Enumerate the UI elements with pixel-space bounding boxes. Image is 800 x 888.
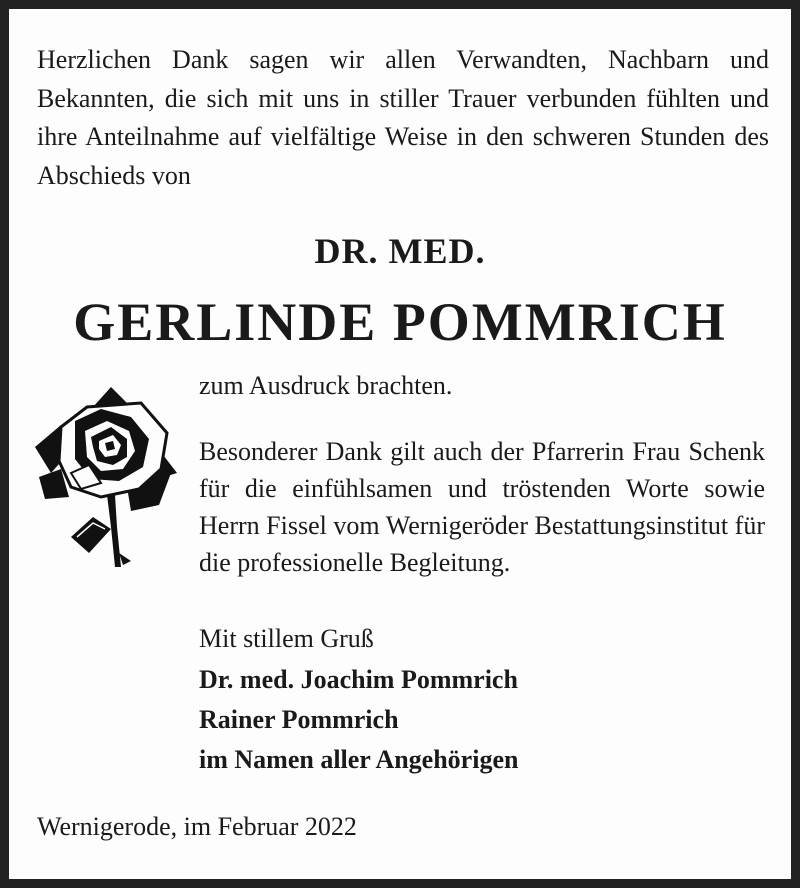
signature-3: im Namen aller Angehörigen [199, 745, 519, 774]
deceased-title: DR. MED. [314, 231, 486, 271]
expression-text: zum Ausdruck brachten. [199, 371, 453, 400]
place-date: Wernigerode, im Februar 2022 [37, 812, 357, 841]
obituary-notice [9, 9, 791, 879]
special-thanks-text: Besonderer Dank gilt auch der Pfarrerin Frau Schenk für die einfühlsamen und tröstenden Worte sowie Herrn Fissel vom Wernigeröder Bestattungsinstitut für die professionelle Begleitung. [199, 437, 765, 577]
rose-icon [31, 377, 177, 573]
greeting-text: Mit stillem Gruß [199, 624, 374, 653]
intro-text: Herzlichen Dank sagen wir allen Verwandten, Nachbarn und Bekannten, die sich mit uns in stiller Trauer verbunden fühlten und ihre Anteilnahme auf vielfältige Weise in den schweren Stunden des Abschieds von [37, 45, 769, 190]
deceased-name: GERLINDE POMMRICH [73, 292, 727, 352]
signature-1: Dr. med. Joachim Pommrich [199, 665, 518, 694]
signature-2: Rainer Pommrich [199, 705, 399, 734]
